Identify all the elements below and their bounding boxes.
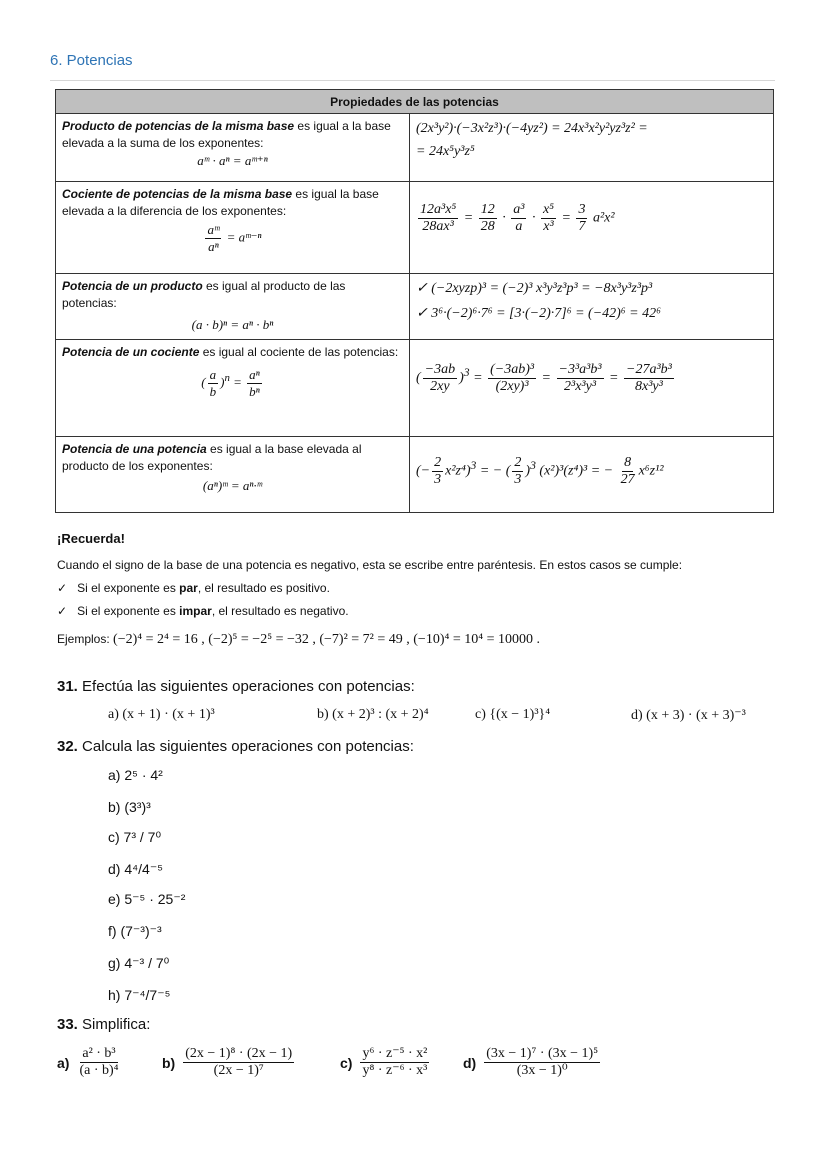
fraction-numerator: a² · b³ bbox=[82, 1046, 116, 1061]
dot-operator: · bbox=[502, 210, 506, 226]
example-line: ( $\frac{-3ab}{2xy}$ )$^3$ = $\frac{\text{(−3ab)³}}{\text{(2xy)³}}$ = $\frac{\text{−3³a³b³}}{\text{2³x³y³}}$ = $\frac{\text{−27a³b³}}{\text{8x³y³}}$ bbox=[416, 362, 672, 394]
example-result: x⁶z¹² bbox=[638, 463, 664, 479]
fraction-numerator: (2x − 1)⁸ · (2x − 1) bbox=[185, 1046, 293, 1061]
divider bbox=[50, 80, 775, 81]
item-label: c) bbox=[340, 1054, 353, 1071]
exercise-32-item: h) 7⁻⁴/7⁻⁵ bbox=[108, 987, 171, 1003]
property-name: Potencia de una potencia bbox=[62, 442, 207, 456]
item-label: d) bbox=[463, 1054, 477, 1071]
exercise-33-b bbox=[162, 1046, 296, 1079]
fraction-denominator: 28ax³ bbox=[422, 219, 454, 234]
fraction-numerator: 3 bbox=[578, 202, 586, 217]
property-name: Potencia de un cociente bbox=[62, 345, 200, 359]
property-name: Producto de potencias de la misma base bbox=[62, 119, 295, 133]
example-cell bbox=[410, 182, 774, 274]
exercise-31-d: d) (x + 3) · (x + 3)⁻³ bbox=[631, 708, 746, 723]
property-description: es igual la base elevada a la diferencia de los exponentes: bbox=[62, 187, 379, 218]
example-cell bbox=[410, 114, 774, 182]
fraction-numerator: x⁵ bbox=[542, 202, 555, 217]
property-cell bbox=[56, 182, 410, 274]
exercise-instruction: Efectúa las siguientes operaciones con potencias: bbox=[82, 678, 415, 695]
property-formula bbox=[62, 222, 403, 255]
fraction-denominator: 2xy bbox=[430, 379, 450, 394]
exercise-33-a bbox=[57, 1046, 123, 1079]
exercise-31-a: a) (x + 1) · (x + 1)³ bbox=[108, 707, 215, 722]
equals-sign: = bbox=[463, 210, 474, 226]
exercise-31-c: c) {(x − 1)³}⁴ bbox=[475, 707, 551, 722]
example-line bbox=[416, 202, 767, 235]
formula-denominator: bⁿ bbox=[249, 384, 260, 399]
equals-sign: = bbox=[561, 210, 571, 226]
rule-text: , el resultado es negativo. bbox=[211, 604, 349, 618]
example-line: ✓ 3⁶·(−2)⁶·7⁶ = [3·(−2)·7]⁶ = (−42)⁶ = 42⁶ bbox=[416, 306, 661, 321]
property-description: es igual a la base elevada al producto de los exponentes: bbox=[62, 442, 362, 473]
exercise-32-item: e) 5⁻⁵ · 25⁻² bbox=[108, 891, 186, 907]
rule-text: Si el exponente es bbox=[77, 604, 180, 618]
fraction-denominator: y⁸ · z⁻⁶ · x³ bbox=[362, 1063, 428, 1078]
example-line: = 24x⁵y³z⁵ bbox=[416, 144, 475, 159]
table-row bbox=[56, 274, 774, 340]
table-row bbox=[56, 437, 774, 513]
table-row bbox=[56, 114, 774, 182]
exercise-33-d bbox=[463, 1046, 602, 1079]
exercise-instruction: Simplifica: bbox=[82, 1016, 151, 1033]
formula-denominator: b bbox=[209, 384, 217, 399]
fraction-denominator: (2x − 1)⁷ bbox=[213, 1063, 264, 1078]
fraction-denominator: 28 bbox=[480, 219, 495, 234]
term: (x²)³(z⁴)³ = − bbox=[539, 463, 614, 479]
property-description: es igual al cociente de las potencias: bbox=[199, 345, 399, 359]
equals-sign: = − bbox=[479, 463, 503, 479]
fraction-denominator: (2xy)³ bbox=[495, 379, 529, 394]
exercise-33-c bbox=[340, 1046, 431, 1079]
property-formula: aᵐ · aⁿ = aᵐ⁺ⁿ bbox=[197, 153, 268, 168]
table-row bbox=[56, 182, 774, 274]
check-icon: ✓ bbox=[57, 604, 68, 618]
fraction-denominator: 7 bbox=[578, 219, 586, 234]
property-cell bbox=[56, 340, 410, 437]
fraction-numerator: y⁶ · z⁻⁵ · x² bbox=[362, 1046, 428, 1061]
example-cell bbox=[410, 437, 774, 513]
rule-bold: impar bbox=[179, 604, 212, 618]
rule-text: Si el exponente es bbox=[77, 581, 180, 595]
recuerda-rule bbox=[57, 604, 349, 618]
property-description: es igual al producto de las potencias: bbox=[62, 279, 346, 310]
property-formula: (aⁿ)ᵐ = aⁿ·ᵐ bbox=[202, 478, 263, 493]
fraction-denominator: 27 bbox=[620, 472, 635, 487]
formula-rhs: = aᵐ⁻ⁿ bbox=[226, 229, 262, 245]
exercise-31-b: b) (x + 2)³ : (x + 2)⁴ bbox=[317, 707, 429, 722]
property-name: Potencia de un producto bbox=[62, 279, 203, 293]
examples-label: Ejemplos: bbox=[57, 632, 110, 646]
exercise-number: 32. bbox=[57, 738, 78, 755]
fraction-numerator: (−3ab)³ bbox=[490, 362, 535, 377]
exercise-32-title bbox=[57, 738, 414, 755]
recuerda-examples bbox=[57, 632, 540, 648]
exercise-33-title bbox=[57, 1016, 150, 1033]
fraction-numerator: 2 bbox=[434, 455, 442, 470]
fraction-denominator: a bbox=[515, 219, 523, 234]
example-line: ✓ (−2xyzp)³ = (−2)³ x³y³z³p³ = −8x³y³z³p³ bbox=[416, 281, 653, 296]
fraction-numerator: −27a³b³ bbox=[626, 362, 672, 377]
properties-table bbox=[55, 89, 774, 513]
fraction-denominator: 3 bbox=[434, 472, 442, 487]
item-label: a) bbox=[57, 1054, 70, 1071]
example-line: (2x³y²)·(−3x²z³)·(−4yz²) = 24x³x²y²yz³z² = bbox=[416, 121, 648, 136]
exponent: 3 bbox=[530, 459, 536, 473]
formula-denominator: aⁿ bbox=[208, 239, 219, 254]
fraction-numerator: −3ab bbox=[424, 362, 456, 377]
fraction-denominator: 2³x³y³ bbox=[564, 379, 597, 394]
exercise-32-item: g) 4⁻³ / 7⁰ bbox=[108, 955, 170, 971]
fraction-denominator: (a · b)⁴ bbox=[79, 1063, 119, 1078]
fraction-numerator: 8 bbox=[624, 455, 632, 470]
term: x²z⁴ bbox=[445, 463, 466, 479]
example-line: (− $\frac{2}{3}$ x²z⁴)$^3$ = − ( $\frac{2}{3}$ )$^3$ (x²)³(z⁴)³ = − $\frac{8}{27}$ x⁶z¹² bbox=[416, 455, 664, 487]
property-formula: ( $\frac{a}{b}$ )$^n$ = $\frac{\text{aⁿ}}{\text{bⁿ}}$ bbox=[201, 367, 260, 399]
property-cell bbox=[56, 437, 410, 513]
fraction-denominator: 3 bbox=[514, 472, 522, 487]
recuerda-title: ¡Recuerda! bbox=[57, 531, 125, 546]
table-row bbox=[56, 340, 774, 437]
property-name: Cociente de potencias de la misma base bbox=[62, 187, 293, 201]
property-description: es igual a la base elevada a la suma de los exponentes: bbox=[62, 119, 391, 150]
exercise-32-item: b) (3³)³ bbox=[108, 799, 151, 815]
exercise-32-item: f) (7⁻³)⁻³ bbox=[108, 923, 162, 939]
exercise-31-title bbox=[57, 678, 415, 695]
example-result: a²x² bbox=[592, 210, 615, 226]
formula-numerator: a bbox=[209, 367, 217, 382]
formula-exponent: n bbox=[224, 372, 230, 385]
exercise-32-item: c) 7³ / 7⁰ bbox=[108, 829, 162, 845]
fraction-denominator: (3x − 1)⁰ bbox=[516, 1063, 568, 1078]
table-header: Propiedades de las potencias bbox=[56, 90, 774, 114]
formula-numerator: aⁿ bbox=[249, 367, 260, 382]
fraction-numerator: a³ bbox=[513, 202, 525, 217]
fraction-numerator: 2 bbox=[514, 455, 522, 470]
examples-text: (−2)⁴ = 2⁴ = 16 , (−2)⁵ = −2⁵ = −32 , (−7)² = 7² = 49 , (−10)⁴ = 10⁴ = 10000 . bbox=[113, 632, 541, 647]
rule-bold: par bbox=[179, 581, 198, 595]
exercise-number: 31. bbox=[57, 678, 78, 695]
fraction-numerator: 12 bbox=[480, 202, 495, 217]
fraction-numerator: 12a³x⁵ bbox=[420, 202, 457, 217]
exponent: 3 bbox=[463, 366, 470, 380]
exercise-32-item: d) 4⁴/4⁻⁵ bbox=[108, 861, 164, 877]
check-icon: ✓ bbox=[57, 581, 68, 595]
fraction-denominator: 8x³y³ bbox=[635, 379, 663, 394]
rule-text: , el resultado es positivo. bbox=[197, 581, 330, 595]
section-title: 6. Potencias bbox=[50, 52, 133, 69]
exponent: 3 bbox=[470, 459, 477, 473]
dot-operator: · bbox=[531, 210, 536, 226]
fraction-numerator: −3³a³b³ bbox=[558, 362, 602, 377]
exercise-number: 33. bbox=[57, 1016, 78, 1033]
recuerda-rule bbox=[57, 581, 330, 595]
property-cell bbox=[56, 114, 410, 182]
recuerda-intro: Cuando el signo de la base de una potencia es negativo, esta se escribe entre paréntesis. En estos casos se cumple: bbox=[57, 558, 683, 572]
fraction-numerator: (3x − 1)⁷ · (3x − 1)⁵ bbox=[486, 1046, 599, 1061]
exercise-32-item: a) 2⁵ · 4² bbox=[108, 767, 163, 783]
example-cell bbox=[410, 340, 774, 437]
example-cell bbox=[410, 274, 774, 340]
formula-numerator: aᵐ bbox=[207, 222, 220, 237]
exercise-instruction: Calcula las siguientes operaciones con potencias: bbox=[82, 738, 414, 755]
property-cell bbox=[56, 274, 410, 340]
property-formula: (a · b)ⁿ = aⁿ · bⁿ bbox=[191, 317, 274, 332]
fraction-denominator: x³ bbox=[543, 219, 554, 234]
item-label: b) bbox=[162, 1054, 176, 1071]
